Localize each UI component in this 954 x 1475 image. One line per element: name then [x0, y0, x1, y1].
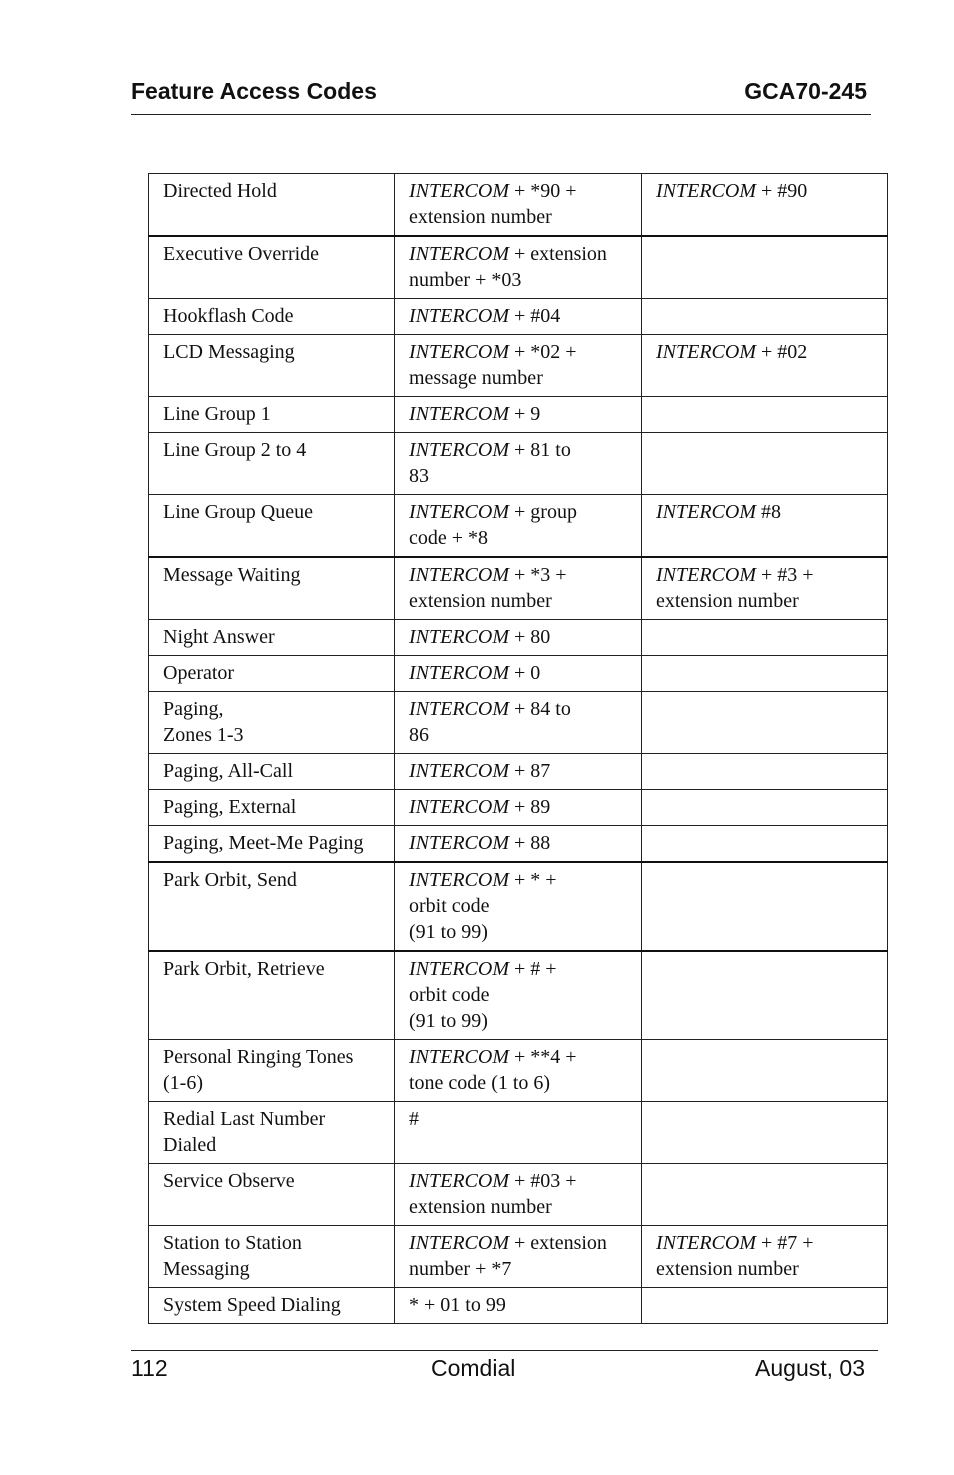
access-code-cell [395, 620, 642, 656]
access-code-segment: + *02 + message number [409, 341, 577, 389]
access-code-segment: INTERCOM [409, 958, 509, 980]
feature-name: Park Orbit, Retrieve [163, 958, 325, 980]
feature-name-cell [149, 495, 395, 558]
access-code [409, 830, 627, 856]
cancel-code-cell [642, 1040, 888, 1102]
feature-codes-table [148, 173, 888, 1324]
cancel-code-cell [642, 495, 888, 558]
access-code-cell [395, 1040, 642, 1102]
feature-name: Directed Hold [163, 180, 277, 202]
access-code-segment: + group code + *8 [409, 501, 577, 549]
access-code [409, 758, 627, 784]
access-code-segment: INTERCOM [409, 662, 509, 684]
table-row [149, 951, 888, 1040]
cancel-code-segment: + #90 [756, 180, 808, 202]
cancel-code-cell [642, 862, 888, 951]
feature-name: Service Observe [163, 1170, 295, 1192]
header-title: Feature Access Codes [131, 78, 377, 104]
feature-name-cell [149, 397, 395, 433]
cancel-code [656, 339, 873, 365]
access-code-segment: + * + orbit code (91 to 99) [409, 869, 557, 943]
access-code-segment: INTERCOM [409, 796, 509, 818]
cancel-code-cell [642, 1288, 888, 1324]
table-row [149, 557, 888, 620]
access-code-segment: + 81 to 83 [409, 439, 571, 487]
access-code-segment: INTERCOM [409, 869, 509, 891]
access-code-segment: INTERCOM [409, 832, 509, 854]
access-code-cell [395, 692, 642, 754]
access-code-cell [395, 862, 642, 951]
access-code-segment: + **4 + tone code (1 to 6) [409, 1046, 577, 1094]
access-code [409, 1292, 627, 1318]
access-code-cell [395, 1102, 642, 1164]
cancel-code-cell [642, 656, 888, 692]
access-code [409, 696, 627, 748]
table-row [149, 299, 888, 335]
access-code-cell [395, 299, 642, 335]
access-code-cell [395, 951, 642, 1040]
table-row [149, 397, 888, 433]
table-row [149, 826, 888, 863]
access-code-segment: + 84 to 86 [409, 698, 571, 746]
feature-name: Station to Station Messaging [163, 1232, 302, 1280]
access-code [409, 867, 627, 945]
access-code-segment: + *90 + extension number [409, 180, 577, 228]
feature-name-cell [149, 1226, 395, 1288]
access-code-segment: INTERCOM [409, 501, 509, 523]
cancel-code-cell [642, 236, 888, 299]
access-code [409, 437, 627, 489]
access-code-segment: INTERCOM [409, 1170, 509, 1192]
cancel-code-segment: INTERCOM [656, 180, 756, 202]
feature-name-cell [149, 299, 395, 335]
table-row [149, 174, 888, 237]
table-row [149, 236, 888, 299]
access-code-cell [395, 826, 642, 863]
access-code-segment: + # + orbit code (91 to 99) [409, 958, 557, 1032]
access-code-cell [395, 335, 642, 397]
table-row [149, 656, 888, 692]
cancel-code-segment: + #7 + extension number [656, 1232, 814, 1280]
table-row [149, 620, 888, 656]
access-code [409, 660, 627, 686]
access-code-cell [395, 656, 642, 692]
access-code-segment: + #04 [509, 305, 561, 327]
cancel-code-cell [642, 557, 888, 620]
cancel-code-segment: INTERCOM [656, 1232, 756, 1254]
table-row [149, 1040, 888, 1102]
table-row [149, 754, 888, 790]
access-code [409, 241, 627, 293]
access-code [409, 1044, 627, 1096]
cancel-code-segment: #8 [756, 501, 781, 523]
feature-name: Message Waiting [163, 564, 301, 586]
feature-name-cell [149, 1288, 395, 1324]
feature-name-cell [149, 620, 395, 656]
access-code-segment: INTERCOM [409, 626, 509, 648]
cancel-code-cell [642, 790, 888, 826]
feature-name-cell [149, 754, 395, 790]
access-code-segment: + 0 [509, 662, 541, 684]
cancel-code [656, 562, 873, 614]
access-code-cell [395, 557, 642, 620]
table-row [149, 335, 888, 397]
access-code [409, 401, 627, 427]
feature-name-cell [149, 236, 395, 299]
page-header [131, 78, 871, 115]
feature-name: Paging, Zones 1-3 [163, 698, 244, 746]
access-code-segment: + 87 [509, 760, 551, 782]
access-code-cell [395, 1164, 642, 1226]
feature-name: Night Answer [163, 626, 275, 648]
cancel-code-cell [642, 826, 888, 863]
table-row [149, 1102, 888, 1164]
header-doc-id: GCA70-245 [744, 78, 867, 104]
feature-name: LCD Messaging [163, 341, 295, 363]
feature-name: Paging, All-Call [163, 760, 293, 782]
access-code-segment: INTERCOM [409, 564, 509, 586]
table-row [149, 1288, 888, 1324]
access-code-segment: + 89 [509, 796, 551, 818]
access-code-segment: + *3 + extension number [409, 564, 567, 612]
cancel-code [656, 1230, 873, 1282]
feature-name-cell [149, 656, 395, 692]
feature-name-cell [149, 951, 395, 1040]
access-code-cell [395, 174, 642, 237]
cancel-code-segment: INTERCOM [656, 501, 756, 523]
access-code-segment: * + 01 to 99 [409, 1294, 506, 1316]
footer-date: August, 03 [755, 1355, 865, 1381]
access-code-segment: # [409, 1108, 419, 1130]
cancel-code-cell [642, 174, 888, 237]
table-row [149, 495, 888, 558]
access-code-cell [395, 790, 642, 826]
feature-name-cell [149, 1102, 395, 1164]
access-code-segment: INTERCOM [409, 180, 509, 202]
footer-company: Comdial [431, 1355, 516, 1381]
access-code-cell [395, 433, 642, 495]
cancel-code-cell [642, 397, 888, 433]
access-code [409, 303, 627, 329]
cancel-code-cell [642, 335, 888, 397]
feature-name: Hookflash Code [163, 305, 294, 327]
cancel-code [656, 178, 873, 204]
table-row [149, 1226, 888, 1288]
cancel-code-cell [642, 1226, 888, 1288]
cancel-code-cell [642, 951, 888, 1040]
access-code-segment: + 9 [509, 403, 541, 425]
access-code-segment: + extension number + *03 [409, 243, 607, 291]
access-code [409, 956, 627, 1034]
access-code [409, 1168, 627, 1220]
page-footer [131, 1350, 878, 1391]
table-row [149, 433, 888, 495]
access-code-segment: + extension number + *7 [409, 1232, 607, 1280]
table-row [149, 1164, 888, 1226]
access-code-cell [395, 397, 642, 433]
cancel-code-cell [642, 299, 888, 335]
feature-name: System Speed Dialing [163, 1294, 341, 1316]
table-row [149, 790, 888, 826]
cancel-code-segment: + #02 [756, 341, 808, 363]
feature-name-cell [149, 1164, 395, 1226]
access-code [409, 562, 627, 614]
feature-name: Redial Last Number Dialed [163, 1108, 326, 1156]
feature-name-cell [149, 692, 395, 754]
cancel-code-cell [642, 620, 888, 656]
access-code-segment: + 80 [509, 626, 551, 648]
access-code-segment: + #03 + extension number [409, 1170, 577, 1218]
feature-name-cell [149, 1040, 395, 1102]
access-code [409, 178, 627, 230]
feature-name: Paging, External [163, 796, 297, 818]
feature-name-cell [149, 862, 395, 951]
feature-name: Operator [163, 662, 235, 684]
feature-name: Line Group 2 to 4 [163, 439, 307, 461]
feature-name: Executive Override [163, 243, 320, 265]
access-code-segment: INTERCOM [409, 243, 509, 265]
feature-name: Paging, Meet-Me Paging [163, 832, 364, 854]
access-code [409, 1230, 627, 1282]
feature-name-cell [149, 433, 395, 495]
access-code [409, 1106, 627, 1132]
access-code-cell [395, 1226, 642, 1288]
access-code-cell [395, 1288, 642, 1324]
access-code-cell [395, 754, 642, 790]
cancel-code-cell [642, 433, 888, 495]
feature-name-cell [149, 557, 395, 620]
feature-name: Line Group 1 [163, 403, 271, 425]
feature-name-cell [149, 826, 395, 863]
access-code [409, 794, 627, 820]
access-code-segment: INTERCOM [409, 341, 509, 363]
feature-name-cell [149, 174, 395, 237]
table-row [149, 692, 888, 754]
feature-name-cell [149, 335, 395, 397]
cancel-code-segment: + #3 + extension number [656, 564, 814, 612]
cancel-code-cell [642, 754, 888, 790]
access-code-segment: + 88 [509, 832, 551, 854]
cancel-code-cell [642, 1102, 888, 1164]
access-code-segment: INTERCOM [409, 698, 509, 720]
access-code [409, 339, 627, 391]
access-code-segment: INTERCOM [409, 439, 509, 461]
feature-name: Line Group Queue [163, 501, 313, 523]
access-code [409, 624, 627, 650]
cancel-code [656, 499, 873, 525]
feature-name-cell [149, 790, 395, 826]
cancel-code-cell [642, 1164, 888, 1226]
cancel-code-segment: INTERCOM [656, 564, 756, 586]
page-number: 112 [131, 1355, 168, 1381]
access-code-segment: INTERCOM [409, 403, 509, 425]
access-code [409, 499, 627, 551]
access-code-cell [395, 236, 642, 299]
access-code-segment: INTERCOM [409, 305, 509, 327]
cancel-code-cell [642, 692, 888, 754]
access-code-segment: INTERCOM [409, 760, 509, 782]
feature-name: Personal Ringing Tones (1-6) [163, 1046, 354, 1094]
feature-name: Park Orbit, Send [163, 869, 297, 891]
access-code-segment: INTERCOM [409, 1232, 509, 1254]
access-code-segment: INTERCOM [409, 1046, 509, 1068]
access-code-cell [395, 495, 642, 558]
cancel-code-segment: INTERCOM [656, 341, 756, 363]
table-row [149, 862, 888, 951]
